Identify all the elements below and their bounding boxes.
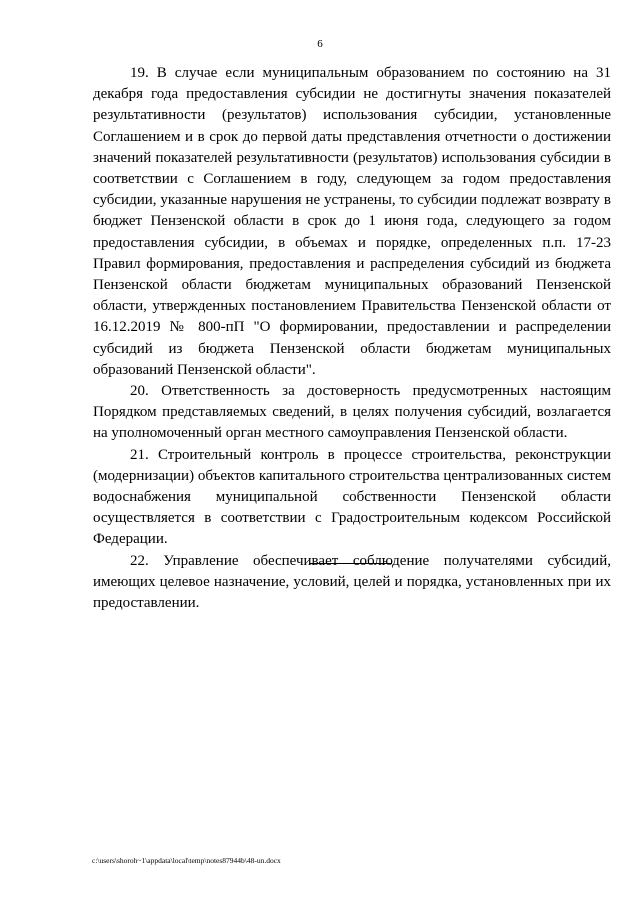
paragraph-19: 19. В случае если муниципальным образованием по состоянию на 31 декабря года предоставления субсидии не достигнуты значения показателей результативности (результатов) использования субсидии, установленные Соглашением и в срок до первой даты представления отчетности о достижении значений показателей результативности (результатов) использования субсидии в соответствии с Соглашением в году, следующем за годом предоставления субсидии, указанные нарушения не устранены, то субсидии подлежат возврату в бюджет Пензенской области в срок до 1 июня года, следующего за годом предоставления субсидии, в объемах и порядке, определенных п.п. 17-23 Правил формирования, предоставления и распределения субсидий из бюджета Пензенской области бюджетам муниципальных образований Пензенской области, утвержденных постановлением Правительства Пензенской области от 16.12.2019 № 800-пП "О формировании, предоставлении и распределении субсидий из бюджета Пензенской области бюджетам муниципальных образований Пензенской области". xyxy=(93,65,611,378)
paragraph-22: 22. Управление обеспечивает соблюдение получателями субсидий, имеющих целевое назначение, условий, целей и порядка, установленных при их предоставлении. xyxy=(93,552,611,612)
paragraph-21: 21. Строительный контроль в процессе строительства, реконструкции (модернизации) объектов капитального строительства централизованных систем водоснабжения муниципальной собственности Пензенской области осуществляется в соответствии с Градостроительным кодексом Российской Федерации. xyxy=(93,446,611,548)
end-separator-line xyxy=(309,563,392,564)
page-number: 6 xyxy=(317,38,323,50)
footer-file-path: c:\users\shoroh~1\appdata\local\temp\notes87944b\48-un.docx xyxy=(92,856,281,865)
document-body xyxy=(93,63,611,614)
paragraph-20: 20. Ответственность за достоверность предусмотренных настоящим Порядком представляемых сведений, в целях получения субсидий, возлагается на уполномоченный орган местного самоуправления Пензенской области. xyxy=(93,383,611,442)
